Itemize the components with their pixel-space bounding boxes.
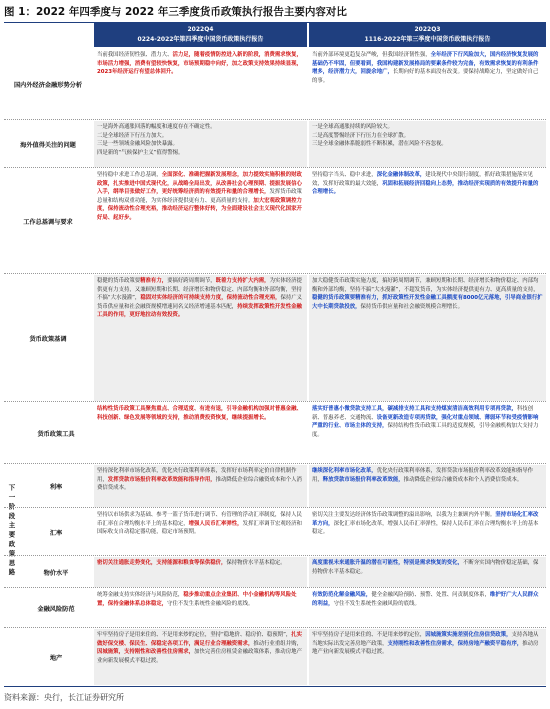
- row-interest-rate: [4, 465, 546, 507]
- column-period-q4: 2022Q4: [187, 26, 214, 33]
- row-divider: [4, 273, 546, 274]
- cell-q3: 牢牢坚持房子是用来住的、不是用来炒的定位，因城施策实施差别化住房信贷政策，支持各地从当地实际出发完善房地产政策，支持刚性和改善性住房需求，保持房地产融资平稳有序，推动房地产业向新发展模式平稳过渡。: [309, 629, 546, 685]
- cell-q4: 结构性货币政策工具聚焦重点、合理适度、有进有退，引导金融机构加强对普惠金融、科技创新、绿色发展等领域的支持，推动消费投资恢复，继续提振增长。: [97, 406, 302, 421]
- row-label: 金融风险防范: [37, 605, 75, 613]
- row-label: 国内外经济金融形势分析: [13, 81, 83, 89]
- cell-q3: 加大稳健货币政策实施力度，搞好跨周期调节，兼顾短期和长期、经济增长和物价稳定、内部均衡和外部均衡，坚持不搞“大水漫灌”，不超发货币，为实体经济提供更有力、更高质量的支持，稳健的货币政策要精准有力，抓好政策性开发性金融工具额度有8000亿元落地，引导商业银行扩大中长期贷款投放，保持货币供应量和社会融资规模合理增长。: [309, 275, 546, 401]
- cell-q3: 密切关注主要发达经济体货币政策调整的溢出影响，以我为主兼顾内外平衡。坚持市场化汇率改革方向，深化汇率市场化改革，增强人民币汇率弹性，保持人民币汇率在合理均衡水平上的基本稳定。: [312, 512, 539, 535]
- column-header-q3: [309, 23, 546, 47]
- row-domestic-situation: [4, 49, 546, 119]
- row-work-tone: [4, 169, 546, 273]
- section-side-label: 下一阶段主要政策思路: [7, 484, 16, 578]
- row-divider: [4, 401, 546, 402]
- column-subtitle-q3: 1116-2022年第三季度中国货币政策执行报告: [364, 36, 491, 43]
- cell-q4: 坚持深化利率市场化改革，优化央行政策利率体系，发挥好市场利率定价自律机制作用，发挥贷款市场报价利率改革效能和指导作用，推动降低企业综合融资成本和个人消费信贷成本。: [94, 465, 307, 507]
- row-divider: [4, 507, 546, 508]
- cell-q4: 坚持以市场供求为基础、参考一篮子货币进行调节、有管理的浮动汇率制度，保持人民币汇率在合理均衡水平上的基本稳定，增强人民币汇率弹性，发挥汇率调节宏观经济和国际收支自动稳定器功能，稳定市场预期。: [97, 512, 302, 535]
- row-label: 汇率: [49, 529, 63, 537]
- row-divider: [4, 555, 546, 556]
- cell-q4: 牢牢坚持房子是用来住的、不是用来炒的定位，坚持“稳地价、稳房价、稳预期”，扎实做好保交楼、保民生、保稳定各项工作，满足行业合理融资需求，推动行业重组并购，因城施策，支持刚性和改善性住房需求，加快完善住房租赁金融政策体系，推动房地产业向新发展模式平稳过渡。: [94, 629, 307, 685]
- cell-q4: 坚持稳中求进工作总基调，全面深化、准确把握新发展理念，加力提效实施积极的财政政策，扎实推进中国式现代化，从战略全局出发，从改善社会心理预期、提振发展信心入手，纲举目张做好工作，更好统筹经济质的有效提升和量的合理增长，发挥货币政策总量和结构双重功能，为实体经济提供更有力、更高质量的支持。加大宏观政策调控力度，保持流动性合理充裕，推动经济运行整体好转，为全面建设社会主义现代化国家开好局、起好步。: [97, 172, 302, 221]
- cell-q3: 当前外部环境更趋复杂严峻，但我国经济韧性强，全年经济下行风险加大，国内经济恢复发展的基础仍不牢固，但要看到，我国构建新发展格局的要素条件较为完备，有效需求恢复的有利条件增多，经济潜力大，回旋余地广，长期向好的基本面没有改变。要保持战略定力，坚定做好自己的事。: [312, 52, 539, 84]
- row-financial-risk: [4, 589, 546, 627]
- row-policy-keynote: [4, 275, 546, 401]
- row-label: 工作总基调与要求: [23, 218, 73, 226]
- cell-q3: 有效防范化解金融风险，健全金融风险预防、预警、处置、问责制度体系，维护好广大人民群众的利益，守住不发生系统性金融风险的底线。: [312, 592, 539, 607]
- cell-q4: 统筹金融支持实体经济与风险防范，稳步推动重点企业集团、中小金融机构等风险处置，保持金融体系总体稳定，守住不发生系统性金融风险的底线。: [97, 592, 297, 607]
- cell-q4: 一是海外高通胀回落的幅度和速度存在不确定性。 二是全球经济下行压力加大。 三是一些领域金融风险加快暴露。 四是新的“气候保护主义”值得警惕。: [94, 121, 307, 167]
- row-label: 货币政策基调: [29, 335, 67, 343]
- row-divider: [4, 167, 546, 168]
- row-divider: [4, 587, 546, 588]
- cell-q3: 坚持稳字当头、稳中求进，深化金融体制改革，建设现代中央银行制度，抓好政策措施落实见效，发挥好政策的最大效能，巩固和拓展经济回稳向上态势，推动经济实现质的有效提升和量的合理增长。: [312, 172, 539, 195]
- row-real-estate: [4, 629, 546, 685]
- cell-q3: 高度重视未来通胀升温的潜在可能性，特别是需求恢复的变化，不断夯实国内物价稳定基础，保持物价水平基本稳定。: [309, 557, 546, 587]
- row-label: 利率: [49, 483, 63, 491]
- cell-q3: 继续深化利率市场化改革，优化央行政策利率体系，发挥贷款市场报价利率改革效能和指导作用，释放贷款市场报价利率改革效能，推动降低企业综合融资成本和个人消费信贷成本。: [309, 465, 546, 507]
- row-label: 地产: [49, 654, 63, 662]
- comparison-table: [4, 22, 546, 687]
- row-label: 物价水平: [43, 569, 69, 577]
- row-divider: [4, 627, 546, 628]
- cell-q4: 稳健的货币政策要精准有力，要搞好跨周期调节，既着力支持扩大内需，为实体经济提供更有力支持，又兼顾短期和长期、经济增长和物价稳定、内部均衡和外部均衡，坚持不搞“大水漫灌”，稳固对实体经济的可持续支持力度，保持流动性合理充裕，保持广义货币供应量和社会融资规模增速同名义经济增速基本匹配，持续发挥政策性开发性金融工具的作用，更好地拉动有效投资。: [94, 275, 307, 401]
- column-period-q3: 2022Q3: [414, 26, 441, 33]
- cell-q4: 密切关注通胀走势变化，支持能源和粮食等保供稳价，保持物价水平基本稳定。: [94, 557, 307, 587]
- column-subtitle-q4: 0224-2022年第四季度中国货币政策执行报告: [137, 36, 264, 43]
- figure-title: 图 1：2022 年四季度与 2022 年三季度货币政策执行报告主要内容对比: [4, 6, 347, 18]
- row-exchange-rate: [4, 509, 546, 555]
- row-overseas-issues: [4, 121, 546, 167]
- cell-q3: 落实好普惠小微贷款支持工具，碳减排支持工具和支持煤炭清洁高效利用专项再贷款，科技创新、普惠养老、交通物流、设备更新改造专项再贷款，强化对重点领域、薄弱环节和受疫情影响严重的行业、市场主体的支持，保持结构性货币政策工具的适度规模，引导金融机构加大支持力度。: [312, 406, 539, 438]
- row-price-level: [4, 557, 546, 587]
- cell-q4: 当前我国经济韧性强、潜力大、活力足，随着疫情防控进入新的阶段，消费需求恢复，市场活力增强，消费有望较快恢复，市场预期稳中向好，加之政策支持效果持续显现，2023年经济运行有望总体回升。: [97, 52, 302, 75]
- cell-q3: 一是全球高通胀持续的风险较大。 二是高度警惕经济下行压力在全球扩散。 三是全球金融体系脆弱性不断积累，潜在风险不容忽视。: [309, 121, 546, 167]
- row-label: 货币政策工具: [37, 430, 75, 438]
- row-divider: [4, 463, 546, 464]
- row-label: 海外值得关注的问题: [20, 141, 76, 149]
- column-header-q4: [94, 23, 307, 47]
- source-note: 资料来源：央行，长江证券研究所: [4, 693, 124, 702]
- row-policy-tools: [4, 403, 546, 463]
- row-divider: [4, 119, 546, 120]
